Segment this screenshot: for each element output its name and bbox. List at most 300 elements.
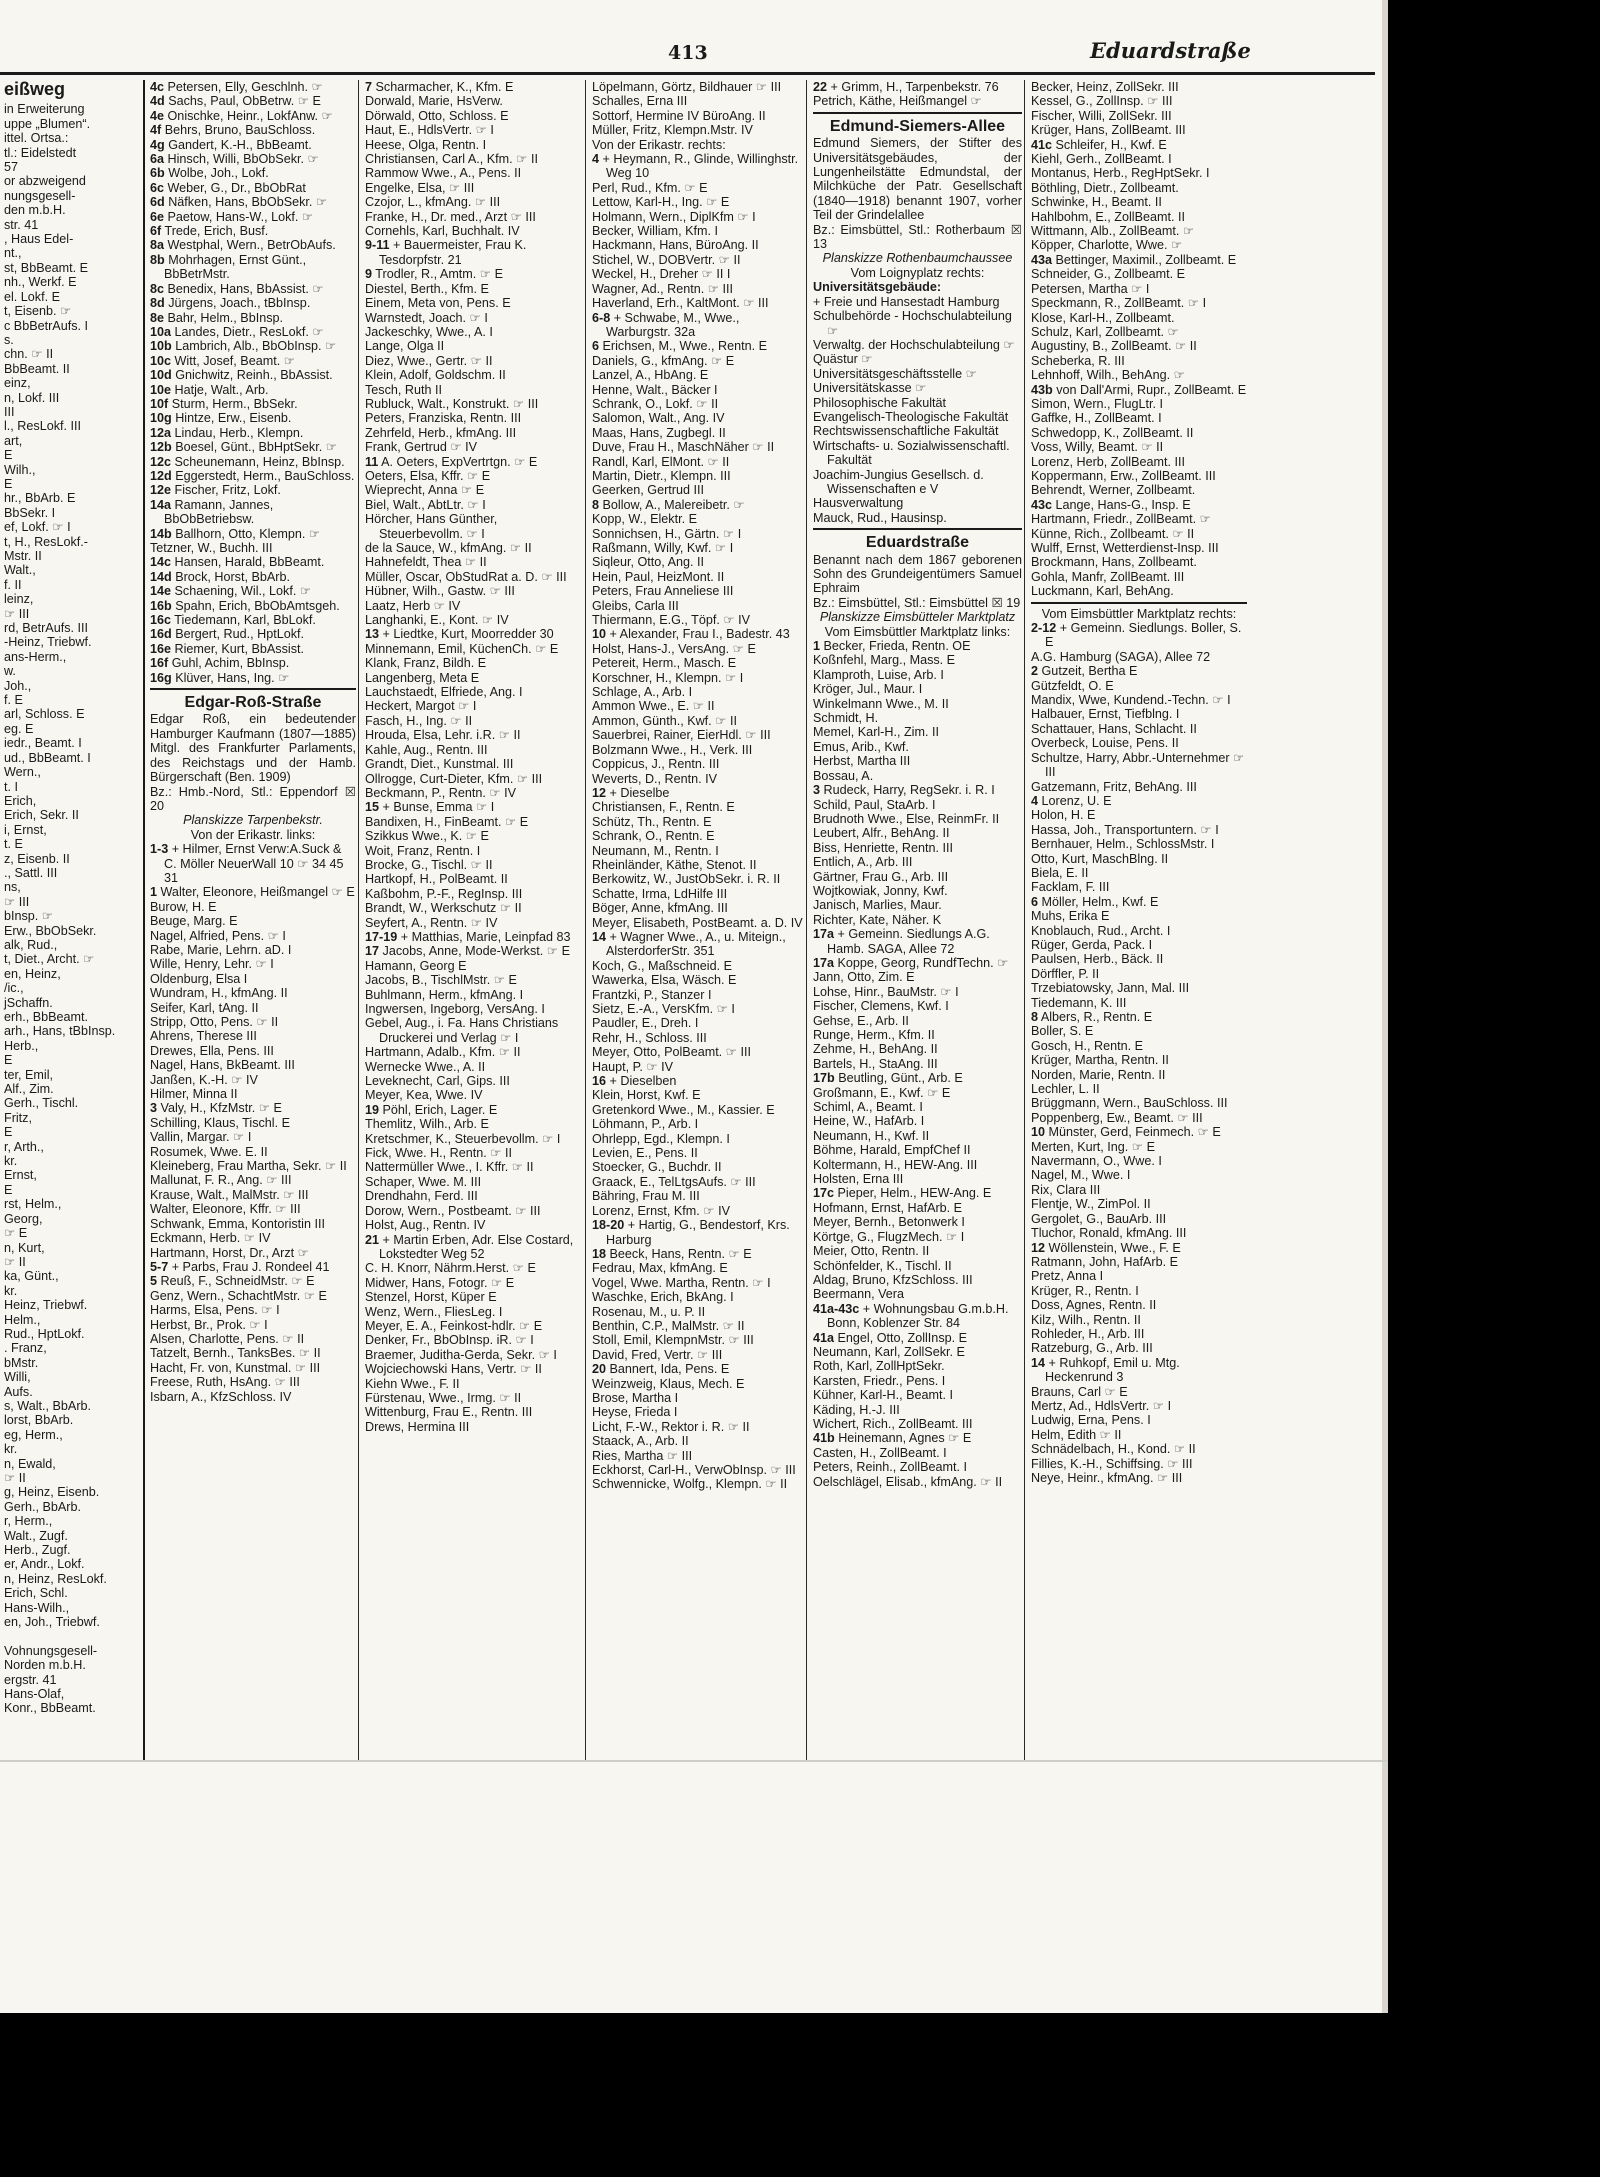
entry-text: Wieprecht, Anna ☞ E bbox=[365, 483, 485, 498]
entry-text: + Hilmer, Ernst Verw:A.Suck & C. Möller NeuerWall 10 ☞ 34 45 31 bbox=[164, 842, 344, 885]
house-number: 43a bbox=[1031, 252, 1053, 267]
directory-entry bbox=[365, 714, 583, 728]
directory-entry bbox=[1031, 253, 1247, 267]
directory-entry bbox=[365, 1348, 583, 1362]
entry-text: + Gemeinn. Siedlungs. Boller, S. E bbox=[1045, 621, 1242, 650]
directory-entry bbox=[1031, 527, 1247, 541]
entry-text: Gatzemann, Fritz, BehAng. III bbox=[1031, 779, 1197, 794]
entry-text: Fasch, H., Ing. ☞ II bbox=[365, 713, 473, 728]
house-number: 8e bbox=[150, 310, 165, 325]
text-fragment: n, Kurt, bbox=[4, 1240, 45, 1255]
page-edge bbox=[1382, 0, 1388, 2013]
directory-entry bbox=[150, 599, 356, 613]
directory-entry bbox=[365, 1319, 583, 1333]
directory-entry bbox=[365, 210, 583, 224]
entry-text: Meyer, Kea, Wwe. IV bbox=[365, 1088, 483, 1103]
column-1-partial bbox=[0, 80, 140, 1750]
entry-text: Sietz, E.-A., VersKfm. ☞ I bbox=[592, 1002, 735, 1016]
entry-text: Kleineberg, Frau Martha, Sekr. ☞ II bbox=[150, 1159, 347, 1174]
directory-entry bbox=[150, 1318, 356, 1332]
text-fragment: t. E bbox=[4, 837, 23, 852]
directory-entry bbox=[365, 728, 583, 742]
directory-entry bbox=[1031, 924, 1247, 938]
entry-text: A. Oeters, ExpVertrtgn. ☞ E bbox=[381, 454, 538, 469]
entry-text: Schwinke, H., Beamt. II bbox=[1031, 195, 1162, 210]
directory-entry bbox=[365, 325, 583, 339]
entry-text: Brose, Martha I bbox=[592, 1390, 679, 1405]
entry-text: Heckert, Margot ☞ I bbox=[365, 699, 477, 714]
entry-text: Nagel, Alfried, Pens. ☞ I bbox=[150, 928, 286, 943]
directory-entry bbox=[150, 570, 356, 584]
entry-text: Schild, Paul, StaArb. I bbox=[813, 797, 936, 812]
directory-entry bbox=[365, 901, 583, 915]
text-fragment: f. II bbox=[4, 577, 22, 592]
house-number: 16g bbox=[150, 670, 172, 685]
directory-entry bbox=[592, 224, 804, 238]
text-fragment: 57 bbox=[4, 160, 19, 175]
directory-entry bbox=[365, 627, 583, 641]
directory-entry bbox=[1031, 1039, 1247, 1053]
directory-entry bbox=[1031, 455, 1247, 469]
directory-entry bbox=[150, 1087, 356, 1101]
entry-text: Wichert, Rich., ZollBeamt. III bbox=[813, 1416, 973, 1431]
directory-entry bbox=[150, 1101, 356, 1115]
directory-entry bbox=[150, 109, 356, 123]
directory-entry: + Freie und Hansestadt Hamburg bbox=[813, 294, 1000, 309]
entry-text: Lange, Hans-G., Insp. E bbox=[1055, 497, 1191, 512]
house-number: 3 bbox=[813, 783, 821, 798]
entry-text: Erichsen, M., Wwe., Rentn. E bbox=[602, 339, 767, 354]
directory-entry bbox=[592, 1074, 804, 1088]
entry-text: Karsten, Friedr., Pens. I bbox=[813, 1373, 946, 1388]
house-number: 8a bbox=[150, 238, 165, 253]
entry-text: Bahr, Helm., BbInsp. bbox=[167, 310, 284, 325]
entry-text: Bettinger, Maximil., Zollbeamt. E bbox=[1055, 252, 1237, 267]
text-fragment: ef, Lokf. ☞ I bbox=[4, 520, 71, 535]
directory-entry bbox=[592, 109, 804, 123]
directory-entry bbox=[150, 354, 356, 368]
directory-entry: Philosophische Fakultät bbox=[813, 395, 947, 410]
entry-text: C. H. Knorr, Nährm.Herst. ☞ E bbox=[365, 1261, 536, 1276]
entry-text: Fedrau, Max, kfmAng. E bbox=[592, 1261, 728, 1276]
directory-entry bbox=[1031, 1457, 1247, 1471]
entry-text: Schaper, Wwe. M. III bbox=[365, 1174, 482, 1189]
directory-entry bbox=[365, 656, 583, 670]
text-fragment: alk, Rud., bbox=[4, 937, 58, 952]
directory-entry bbox=[365, 123, 583, 137]
directory-entry: Rechtswissenschaftliche Fakultät bbox=[813, 424, 999, 439]
house-number: 12b bbox=[150, 440, 172, 455]
entry-text: Wundram, H., kfmAng. II bbox=[150, 986, 288, 1001]
directory-entry bbox=[813, 769, 1022, 783]
entry-text: Schrank, O., Rentn. E bbox=[592, 829, 715, 844]
text-fragment: g, Heinz, Eisenb. bbox=[4, 1485, 100, 1500]
house-number: 6 bbox=[592, 339, 600, 354]
directory-entry bbox=[150, 1029, 356, 1043]
entry-text: Kopp, W., Elektr. E bbox=[592, 512, 697, 527]
house-number: 8d bbox=[150, 296, 165, 311]
directory-entry: Wirtschafts- u. Sozialwissenschaftl. Fakultät bbox=[813, 438, 1010, 468]
entry-text: Löpelmann, Görtz, Bildhauer ☞ III bbox=[592, 80, 782, 94]
directory-entry bbox=[150, 972, 356, 986]
entry-text: Neumann, H., Kwf. II bbox=[813, 1128, 930, 1143]
text-fragment: ☞ III bbox=[4, 894, 30, 909]
street-planskizze: Planskizze Eimsbütteler Marktplatz bbox=[819, 610, 1016, 625]
directory-entry bbox=[813, 812, 1022, 826]
entry-text: Ammon Wwe., E. ☞ II bbox=[592, 699, 715, 714]
entry-text: Frantzki, P., Stanzer I bbox=[592, 987, 712, 1002]
house-number: 8c bbox=[150, 281, 165, 296]
entry-text: Koßnfehl, Marg., Mass. E bbox=[813, 653, 956, 668]
text-fragment: hr., BbArb. E bbox=[4, 491, 76, 506]
house-number: 10 bbox=[1031, 1125, 1046, 1140]
directory-entry bbox=[365, 786, 583, 800]
house-number: 17-19 bbox=[365, 929, 398, 944]
directory-entry bbox=[365, 512, 583, 541]
directory-entry bbox=[813, 1014, 1022, 1028]
directory-entry bbox=[150, 1116, 356, 1130]
house-number: 16d bbox=[150, 627, 172, 642]
entry-text: Bernhauer, Helm., SchlossMstr. I bbox=[1031, 837, 1215, 852]
directory-entry bbox=[365, 267, 583, 281]
column-rule bbox=[1024, 80, 1025, 1760]
text-fragment: ergstr. 41 bbox=[4, 1672, 57, 1687]
entry-text: Körtge, G., FlugzMech. ☞ I bbox=[813, 1229, 965, 1244]
entry-text: Beuge, Marg. E bbox=[150, 914, 238, 929]
house-number: 4 bbox=[592, 152, 600, 167]
column-4 bbox=[588, 80, 804, 1750]
entry-text: Schalles, Erna III bbox=[592, 94, 688, 109]
entry-text: Stichel, W., DOBVertr. ☞ II bbox=[592, 252, 741, 267]
entry-text: Schleifer, H., Kwf. E bbox=[1055, 137, 1167, 152]
directory-entry bbox=[365, 455, 583, 469]
entry-text: Janßen, K.-H. ☞ IV bbox=[150, 1072, 258, 1087]
entry-text: Burow, H. E bbox=[150, 899, 217, 914]
text-fragment: arh., Hans, tBbInsp. bbox=[4, 1024, 116, 1039]
entry-text: Eckmann, Herb. ☞ IV bbox=[150, 1231, 271, 1246]
directory-entry bbox=[813, 1287, 1022, 1301]
directory-entry bbox=[150, 1159, 356, 1173]
directory-entry bbox=[365, 699, 583, 713]
directory-entry bbox=[365, 642, 583, 656]
directory-entry bbox=[365, 383, 583, 397]
entry-text: Herbst, Martha III bbox=[813, 754, 911, 769]
directory-entry bbox=[592, 988, 804, 1002]
directory-entry bbox=[150, 1130, 356, 1144]
text-fragment: c BbBetrAufs. I bbox=[4, 318, 88, 333]
directory-entry bbox=[592, 872, 804, 886]
entry-text: Ludwig, Erna, Pens. I bbox=[1031, 1413, 1151, 1428]
text-fragment: ud., BbBeamt. I bbox=[4, 750, 91, 765]
directory-entry bbox=[592, 1362, 804, 1376]
directory-entry bbox=[1031, 181, 1247, 195]
house-number: 41a bbox=[813, 1330, 835, 1345]
entry-text: Holst, Hans-J., VersAng. ☞ E bbox=[592, 641, 756, 656]
directory-entry bbox=[1031, 1341, 1247, 1355]
entry-text: Albers, R., Rentn. E bbox=[1040, 1010, 1153, 1024]
entry-text: Facklam, F. III bbox=[1031, 880, 1110, 895]
directory-entry bbox=[813, 1114, 1022, 1128]
entry-text: Hörcher, Hans Günther, Steuerbevollm. ☞ I bbox=[365, 512, 498, 541]
directory-entry bbox=[1031, 837, 1247, 851]
directory-entry bbox=[592, 699, 804, 713]
directory-entry bbox=[813, 1374, 1022, 1388]
text-fragment: Aufs. bbox=[4, 1384, 33, 1399]
directory-entry: Joachim-Jungius Gesellsch. d. Wissenschaften e V bbox=[813, 467, 984, 496]
directory-entry bbox=[1031, 238, 1247, 252]
entry-text: Wagner, Ad., Rentn. ☞ III bbox=[592, 281, 734, 296]
entry-text: Poppenberg, Ew., Beamt. ☞ III bbox=[1031, 1110, 1203, 1125]
house-number: 8 bbox=[1031, 1010, 1039, 1024]
street-description: Edgar Roß, ein bedeutender Hamburger Kaufmann (1807—1885) Mitgl. des Frankfurter Parlaments, des Reichstags und der Hamb. Bürgerschaft (Ben. 1909) bbox=[150, 712, 356, 785]
entry-text: + Parbs, Frau J. Rondeel 41 bbox=[171, 1259, 330, 1274]
directory-entry bbox=[592, 383, 804, 397]
text-fragment: eg. E bbox=[4, 721, 34, 736]
entry-text: Peters, Frau Anneliese III bbox=[592, 584, 734, 599]
text-fragment: ittel. Ortsa.: bbox=[4, 131, 69, 146]
entry-text: + Grimm, H., Tarpenbekstr. 76 bbox=[830, 80, 999, 94]
text-fragment: bInsp. ☞ bbox=[4, 909, 54, 924]
text-fragment: r, Herm., bbox=[4, 1514, 53, 1529]
entry-text: Woit, Franz, Rentn. I bbox=[365, 843, 481, 858]
entry-text: Brandt, W., Werkschutz ☞ II bbox=[365, 901, 522, 916]
directory-entry bbox=[150, 584, 356, 598]
entry-text: Ratzeburg, G., Arb. III bbox=[1031, 1341, 1153, 1356]
directory-entry bbox=[592, 959, 804, 973]
text-fragment: Herb., bbox=[4, 1038, 39, 1053]
directory-entry bbox=[592, 584, 804, 598]
street-section-title: Eduardstraße bbox=[865, 534, 970, 552]
text-fragment: Herb., Zugf. bbox=[4, 1543, 71, 1558]
entry-text: Tesch, Ruth II bbox=[365, 382, 442, 397]
text-fragment: Erich, Sekr. II bbox=[4, 808, 79, 823]
entry-text: Martin, Dietr., Klempn. III bbox=[592, 468, 731, 483]
directory-entry bbox=[365, 1204, 583, 1218]
entry-text: Mandix, Wwe, Kundend.-Techn. ☞ I bbox=[1031, 693, 1231, 708]
house-number: 9-11 bbox=[365, 238, 390, 253]
entry-text: Heine, W., HafArb. I bbox=[813, 1114, 925, 1129]
text-fragment: kr. bbox=[4, 1442, 18, 1457]
house-number: 12a bbox=[150, 425, 172, 440]
entry-text: Hübner, Wilh., Gastw. ☞ III bbox=[365, 584, 515, 599]
house-number: 6f bbox=[150, 224, 162, 239]
entry-text: Hartkopf, H., PolBeamt. II bbox=[365, 872, 508, 887]
directory-entry bbox=[592, 339, 804, 353]
directory-entry bbox=[592, 1420, 804, 1434]
text-fragment: Alf., Zim. bbox=[4, 1082, 54, 1097]
entry-text: Beermann, Vera bbox=[813, 1287, 905, 1302]
house-number: 6b bbox=[150, 166, 165, 181]
entry-text: Weinzweig, Klaus, Mech. E bbox=[592, 1376, 745, 1391]
directory-entry bbox=[813, 1259, 1022, 1273]
entry-text: Knoblauch, Rud., Archt. I bbox=[1031, 923, 1171, 938]
entry-text: Braemer, Juditha-Gerda, Sekr. ☞ I bbox=[365, 1347, 557, 1362]
house-number: 16e bbox=[150, 641, 172, 656]
text-fragment: w. bbox=[4, 664, 16, 679]
entry-text: Denker, Fr., BbObInsp. iR. ☞ I bbox=[365, 1333, 534, 1348]
entry-text: Tetzner, W., Buchh. III bbox=[150, 541, 273, 555]
directory-entry bbox=[592, 1276, 804, 1290]
directory-entry bbox=[592, 714, 804, 728]
entry-text: Rosumek, Wwe. E. II bbox=[150, 1144, 268, 1159]
entry-text: Landes, Dietr., ResLokf. ☞ bbox=[174, 324, 324, 339]
text-fragment bbox=[4, 1629, 140, 1643]
entry-text: Gaffke, H., ZollBeamt. I bbox=[1031, 411, 1162, 426]
directory-entry bbox=[365, 1117, 583, 1131]
directory-entry bbox=[592, 887, 804, 901]
entry-text: + Gemeinn. Siedlungs A.G. Hamb. SAGA, Allee 72 bbox=[827, 927, 990, 956]
text-fragment: kr. bbox=[4, 1283, 18, 1298]
entry-text: Buhlmann, Herm., kfmAng. I bbox=[365, 987, 524, 1002]
directory-entry bbox=[1031, 1269, 1247, 1283]
text-fragment: nt., bbox=[4, 246, 22, 261]
house-number: 14d bbox=[150, 569, 172, 584]
text-fragment: n, Lokf. III bbox=[4, 390, 60, 405]
header-rule bbox=[0, 72, 1375, 75]
house-number: 13 bbox=[365, 627, 380, 642]
directory-entry bbox=[813, 855, 1022, 869]
entry-text: Ballhorn, Otto, Klempn. ☞ bbox=[175, 526, 321, 541]
directory-entry bbox=[1031, 339, 1247, 353]
text-fragment: E bbox=[4, 448, 13, 463]
entry-text: Drewes, Ella, Pens. III bbox=[150, 1043, 274, 1058]
entry-text: Münster, Gerd, Feinmech. ☞ E bbox=[1048, 1125, 1221, 1140]
directory-entry bbox=[1031, 707, 1247, 721]
directory-entry: Universitätskasse ☞ bbox=[813, 381, 927, 396]
entry-text: Isbarn, A., KfzSchloss. IV bbox=[150, 1389, 292, 1404]
directory-entry bbox=[1031, 1356, 1247, 1385]
entry-text: Laatz, Herb ☞ IV bbox=[365, 598, 461, 613]
entry-text: Fick, Wwe. H., Rentn. ☞ II bbox=[365, 1146, 513, 1161]
entry-text: de la Sauce, W., kfmAng. ☞ II bbox=[365, 541, 532, 555]
text-fragment: Ernst, bbox=[4, 1168, 37, 1183]
text-fragment: Georg, bbox=[4, 1211, 43, 1226]
entry-text: Walter, Eleonore, Heißmangel ☞ E bbox=[160, 885, 355, 900]
directory-entry bbox=[150, 555, 356, 569]
entry-text: Spahn, Erich, BbObAmtsgeh. bbox=[175, 598, 340, 613]
directory-entry bbox=[592, 267, 804, 281]
entry-text: Näfken, Hans, BbObSekr. ☞ bbox=[168, 195, 328, 210]
directory-entry bbox=[813, 1388, 1022, 1402]
directory-entry bbox=[1031, 794, 1247, 808]
directory-entry bbox=[592, 1247, 804, 1261]
directory-entry bbox=[365, 1261, 583, 1275]
directory-entry bbox=[1031, 584, 1247, 598]
directory-entry bbox=[150, 426, 356, 440]
directory-entry bbox=[592, 685, 804, 699]
directory-entry bbox=[1031, 123, 1247, 137]
directory-entry bbox=[592, 858, 804, 872]
house-number: 10e bbox=[150, 382, 172, 397]
directory-entry bbox=[592, 1204, 804, 1218]
directory-entry bbox=[365, 483, 583, 497]
street-description: Benannt nach dem 1867 geborenen Sohn des Grundeigentümers Samuel Ephraim bbox=[813, 552, 1022, 596]
text-fragment: Vohnungsgesell- bbox=[4, 1643, 98, 1658]
directory-entry bbox=[365, 109, 583, 123]
directory-entry bbox=[365, 1276, 583, 1290]
entry-text: Käding, H.-J. III bbox=[813, 1402, 900, 1417]
directory-entry bbox=[592, 469, 804, 483]
entry-text: Weber, G., Dr., BbObRat bbox=[167, 180, 306, 195]
entry-text: Nattermüller Wwe., I. Kffr. ☞ II bbox=[365, 1160, 534, 1175]
directory-entry bbox=[813, 668, 1022, 682]
entry-text: Seyfert, A., Rentn. ☞ IV bbox=[365, 915, 498, 930]
street-side-heading: Von der Erikastr. links: bbox=[190, 827, 316, 842]
entry-text: Witt, Josef, Beamt. ☞ bbox=[174, 353, 295, 368]
directory-entry bbox=[365, 772, 583, 786]
directory-entry bbox=[592, 253, 804, 267]
entry-text: Wulff, Ernst, Wetterdienst-Insp. III bbox=[1031, 541, 1219, 555]
entry-text: Stenzel, Horst, Küper E bbox=[365, 1290, 497, 1305]
text-fragment: i, Ernst, bbox=[4, 822, 47, 837]
directory-entry bbox=[592, 916, 804, 930]
directory-entry bbox=[592, 1189, 804, 1203]
entry-text: Drendhahn, Ferd. III bbox=[365, 1189, 478, 1204]
entry-text: Leveknecht, Carl, Gips. III bbox=[365, 1074, 510, 1089]
street-side-heading: Vom Eimsbüttler Marktplatz rechts: bbox=[1041, 606, 1237, 621]
entry-text: Franke, H., Dr. med., Arzt ☞ III bbox=[365, 209, 536, 224]
entry-text: Runge, Herm., Kfm. II bbox=[813, 1028, 935, 1042]
directory-entry bbox=[813, 1230, 1022, 1244]
directory-entry bbox=[1031, 823, 1247, 837]
directory-entry bbox=[813, 1345, 1022, 1359]
entry-text: Halbauer, Ernst, Tiefblng. I bbox=[1031, 707, 1180, 722]
entry-text: Perl, Rud., Kfm. ☞ E bbox=[592, 180, 708, 195]
entry-text: Sturm, Herm., BbSekr. bbox=[171, 396, 298, 411]
house-number: 20 bbox=[592, 1362, 607, 1377]
directory-entry bbox=[150, 885, 356, 899]
entry-text: Hinsch, Willi, BbObSekr. ☞ bbox=[167, 152, 319, 167]
directory-entry bbox=[1031, 152, 1247, 166]
directory-entry bbox=[1031, 1385, 1247, 1399]
text-fragment: Gerh., BbArb. bbox=[4, 1499, 81, 1514]
directory-entry bbox=[1031, 679, 1247, 693]
entry-text: Beutling, Günt., Arb. E bbox=[838, 1071, 963, 1086]
directory-entry bbox=[365, 1305, 583, 1319]
entry-text: Koppe, Georg, RundfTechn. ☞ bbox=[837, 955, 1009, 970]
entry-text: Dörwald, Otto, Schloss. E bbox=[365, 108, 509, 123]
directory-entry bbox=[150, 325, 356, 339]
entry-text: Gandert, K.-H., BbBeamt. bbox=[168, 137, 312, 152]
directory-entry bbox=[365, 440, 583, 454]
entry-text: Kretschmer, K., Steuerbevollm. ☞ I bbox=[365, 1131, 561, 1146]
directory-entry bbox=[592, 1391, 804, 1405]
directory-entry bbox=[813, 985, 1022, 999]
directory-entry bbox=[1031, 1197, 1247, 1211]
entry-text: Fischer, Fritz, Lokf. bbox=[174, 483, 281, 498]
house-number: 6e bbox=[150, 209, 165, 224]
entry-text: Aldag, Bruno, KfzSchloss. III bbox=[813, 1272, 973, 1287]
directory-entry bbox=[150, 397, 356, 411]
directory-entry bbox=[1031, 224, 1247, 238]
directory-entry bbox=[1031, 1183, 1247, 1197]
entry-text: Jacobs, B., TischlMstr. ☞ E bbox=[365, 973, 517, 988]
entry-text: Korschner, H., Klempn. ☞ I bbox=[592, 670, 744, 685]
text-fragment: Erich, bbox=[4, 793, 37, 808]
entry-text: Henne, Walt., Bäcker I bbox=[592, 382, 718, 397]
text-fragment: Erw., BbObSekr. bbox=[4, 923, 97, 938]
entry-text: Leubert, Alfr., BehAng. II bbox=[813, 826, 950, 841]
column-rule bbox=[143, 80, 145, 1760]
directory-entry bbox=[592, 1463, 804, 1477]
entry-text: Ries, Martha ☞ III bbox=[592, 1448, 693, 1463]
entry-text: Hartmann, Horst, Dr., Arzt ☞ bbox=[150, 1245, 309, 1260]
column-rule bbox=[585, 80, 586, 1760]
directory-entry bbox=[150, 181, 356, 195]
directory-entry bbox=[813, 1244, 1022, 1258]
text-fragment: jSchaffn. bbox=[4, 995, 53, 1010]
directory-entry bbox=[365, 1218, 583, 1232]
